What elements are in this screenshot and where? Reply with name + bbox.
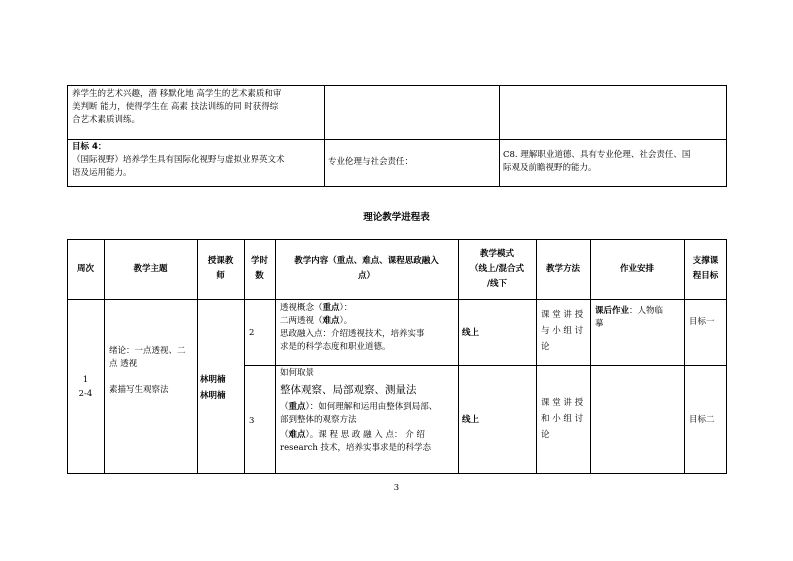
- week-cell: 1 2-4: [78, 375, 93, 399]
- row1-goal: 目标一: [689, 317, 715, 327]
- topic-cell: 绪论：一点透视、二 点 透视 素描写生观察法: [109, 346, 186, 395]
- top-table-divider: [324, 85, 325, 187]
- header-teacher: 授课教 师: [207, 256, 234, 281]
- row2-mode: 线上: [462, 415, 480, 425]
- top-table-divider: [499, 85, 500, 187]
- row1-content: 透视概念（重点）： 二两透视（难点）。 思政融入点：介绍透视技术，培养实事 求是的科学态度和职业道德。: [280, 303, 425, 352]
- goal4-col3: C8. 理解职业道德、具有专业伦理、社会责任、国 际观及前瞻视野的能力。: [503, 150, 691, 173]
- top-row1-col1: 养学生的艺术兴趣，潜 移默化地 高学生的艺术素质和审 美判断 能力，使得学生在 高素 技法训练的同 时获得综 合艺术素质训练。: [72, 89, 282, 125]
- page-number: 3: [393, 483, 400, 493]
- header-method: 教学方法: [545, 263, 580, 274]
- header-content: 教学内容（重点、难点、课程思政融入 点）: [294, 256, 439, 281]
- row2-goal: 目标二: [689, 415, 715, 425]
- header-week: 周次: [76, 263, 94, 274]
- goal4-title: 目标 4：: [72, 142, 107, 152]
- row1-hours: 2: [249, 328, 255, 338]
- header-homework: 作业安排: [619, 263, 654, 274]
- header-goal: 支撑课 程目标: [692, 256, 719, 281]
- schedule-divider: [244, 365, 727, 366]
- header-mode: 教学模式 （线上/混合式 /线下: [469, 248, 525, 289]
- row1-mode: 线上: [462, 328, 480, 338]
- teacher-cell: 林明楠 林明楠: [200, 375, 226, 401]
- goal4-cell: 目标 4： （国际视野）培养学生具有国际化视野与虚拟业界英文术 语及运用能力。: [72, 141, 322, 180]
- header-hours: 学时 数: [250, 256, 268, 281]
- row2-content: 如何取景 整体观察、局部观察、测量法 （重点）：如何理解和运用由整体到局部、 部到整体的观察方法 （难点）。课 程 思 政 融 入 点： 介 绍 research 技术，培养实事求是的科学态: [280, 368, 438, 453]
- schedule-title: 理论教学进程表: [363, 212, 430, 223]
- header-topic: 教学主题: [133, 263, 168, 274]
- goal4-col2: 专业伦理与社会责任：: [328, 157, 414, 167]
- row1-homework: 课后作业：人物临 摹: [595, 306, 664, 329]
- schedule-divider: [67, 299, 727, 300]
- top-table-divider: [67, 139, 727, 140]
- row2-hours: 3: [249, 416, 255, 426]
- row1-method: 课 堂 讲 授 与 小 组 讨 论: [541, 310, 584, 352]
- row2-method: 课 堂 讲 授 和 小 组 讨 论: [541, 398, 584, 440]
